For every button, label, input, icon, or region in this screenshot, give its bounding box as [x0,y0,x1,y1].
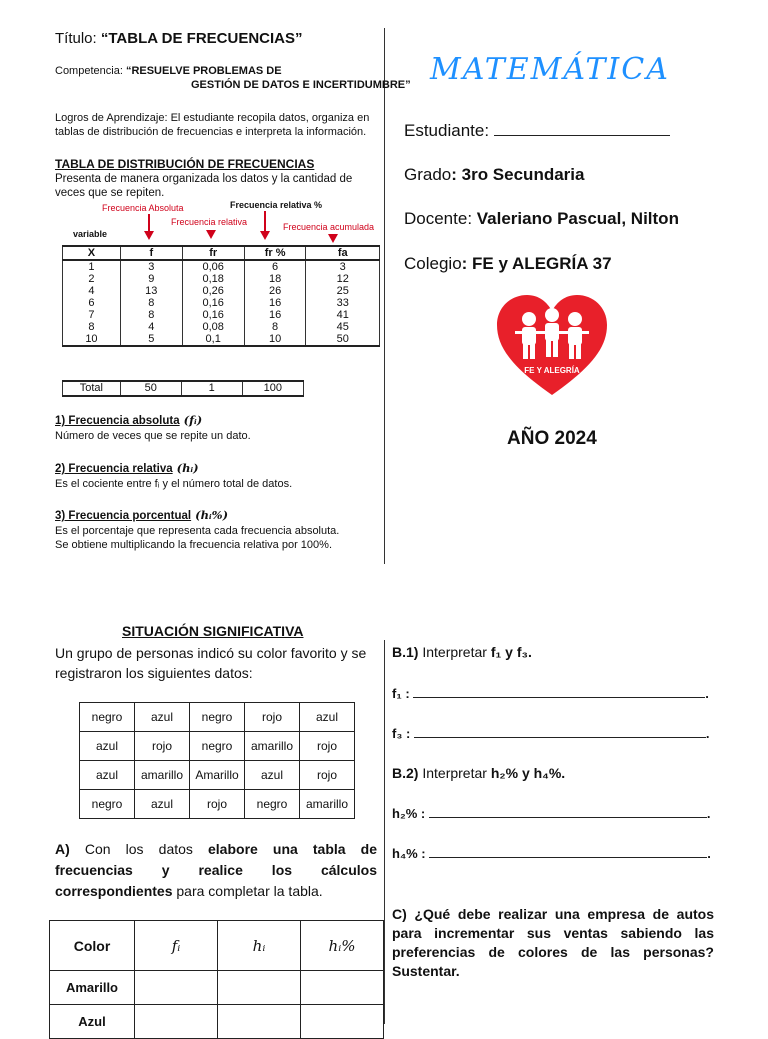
definition-text: Número de veces que se repite un dato. [55,430,251,442]
annot-relativa: Frecuencia relativa [171,217,248,227]
table-cell: 0,06 [182,260,244,273]
table-cell: 0,26 [182,285,244,297]
grado-line: Grado: 3ro Secundaria [404,165,585,184]
color-cell: Amarillo [190,761,245,790]
table-cell: 45 [306,321,380,333]
title-line: Título: “TABLA DE FRECUENCIAS” [55,30,303,47]
color-cell: negro [190,732,245,761]
colegio-line: Colegio: FE y ALEGRÍA 37 [404,254,612,273]
example-header-cell: f [120,246,182,260]
annot-variable: variable [73,229,108,239]
distribution-heading: TABLA DE DISTRIBUCIÓN DE FRECUENCIAS [55,157,315,171]
table-cell: 5 [120,333,182,346]
h2-answer: h₂% : . [392,806,711,821]
situation-intro: Un grupo de personas indicó su color favorito y se registraron los siguientes datos: [55,645,367,681]
table-row [80,703,355,732]
freq-color-cell: Azul [50,1005,135,1039]
definition-text: Es el cociente entre fᵢ y el número total de datos. [55,478,293,490]
table-cell: 6 [63,297,121,309]
table-cell: 3 [120,260,182,273]
color-cell: amarillo [245,732,300,761]
logros: Logros de Aprendizaje: El estudiante recopila datos, organiza en tablas de distribución de frecuencias e interpreta la información. [55,112,370,138]
table-row [63,273,380,285]
color-cell: rojo [245,703,300,732]
definition-text: Es el porcentaje que representa cada frecuencia absoluta. [55,525,340,537]
freq-blank-cell[interactable] [135,1005,218,1039]
example-header-cell: fa [306,246,380,260]
question-c: C) ¿Qué debe realizar una empresa de autos para incrementar sus ventas sabiendo las preferencias de colores de las personas? Sustentar. [392,906,714,979]
table-row [63,260,380,273]
table-cell: 25 [306,285,380,297]
freq-header-cell: Color [50,921,135,971]
color-cell: azul [80,761,135,790]
f1-answer: f₁ : . [392,686,709,701]
example-header-cell: fr % [244,246,306,260]
definition-title: 3) Frecuencia porcentual [55,510,192,522]
total-cell: Total [63,381,121,396]
color-cell: negro [80,790,135,819]
table-cell: 8 [244,321,306,333]
situation-heading: SITUACIÓN SIGNIFICATIVA [122,623,304,639]
color-cell: amarillo [300,790,355,819]
table-cell: 7 [63,309,121,321]
color-cell: negro [80,703,135,732]
definition-title: 2) Frecuencia relativa [55,463,173,475]
table-cell: 4 [120,321,182,333]
table-cell: 1 [63,260,121,273]
table-row [80,790,355,819]
arrow-stem [148,214,150,232]
freq-blank-cell[interactable] [135,971,218,1005]
color-cell: azul [135,790,190,819]
table-row [50,1005,384,1039]
arrow-down-icon [260,231,270,240]
freq-blank-cell[interactable] [301,971,384,1005]
annot-acumulada: Frecuencia acumulada [283,222,375,232]
logo-text: FE Y ALEGRÍA [524,366,580,375]
arrow-down-icon [206,230,216,239]
color-cell: rojo [300,732,355,761]
freq-header-cell: hᵢ% [301,921,384,971]
example-header-cell: fr [182,246,244,260]
f3-answer: f₃ : . [392,726,710,741]
table-cell: 10 [244,333,306,346]
table-cell: 33 [306,297,380,309]
example-header-cell: X [63,246,121,260]
freq-header-cell: hᵢ [218,921,301,971]
distribution-description: Presenta de manera organizada los datos y la cantidad de veces que se repiten. [55,173,353,199]
question-b2: B.2) Interpretar h₂% y h₄%. [392,765,566,781]
annot-absoluta: Frecuencia Absoluta [102,203,184,213]
table-row [63,309,380,321]
estudiante-line: Estudiante: [404,121,670,141]
freq-header-cell: fᵢ [135,921,218,971]
table-cell: 10 [63,333,121,346]
table-cell: 41 [306,309,380,321]
definition-symbol: (hᵢ) [172,461,199,475]
year: AÑO 2024 [507,428,597,449]
example-total-row [62,380,304,397]
color-cell: azul [245,761,300,790]
table-row [63,297,380,309]
f1-blank[interactable] [413,697,705,698]
table-cell: 50 [306,333,380,346]
f3-blank[interactable] [414,737,706,738]
color-cell: azul [300,703,355,732]
definition-title: 1) Frecuencia absoluta [55,415,180,427]
table-row [63,333,380,346]
docente-line: Docente: Valeriano Pascual, Nilton [404,209,679,228]
question-b1: B.1) Interpretar f₁ y f₃. [392,644,532,660]
definition-item [55,507,381,552]
table-cell: 0,16 [182,297,244,309]
arrow-stem [264,211,266,232]
table-row [50,971,384,1005]
table-row [80,732,355,761]
color-cell: negro [190,703,245,732]
table-cell: 8 [63,321,121,333]
table-cell: 8 [120,297,182,309]
table-cell: 13 [120,285,182,297]
definition-item [55,460,381,491]
table-cell: 26 [244,285,306,297]
definition-text: Se obtiene multiplicando la frecuencia relativa por 100%. [55,539,332,551]
arrow-down-icon [144,231,154,240]
table-cell: 12 [306,273,380,285]
h2-blank[interactable] [429,817,707,818]
freq-blank-cell[interactable] [218,1005,301,1039]
annot-relativa-pct: Frecuencia relativa % [230,200,323,210]
table-cell: 0,18 [182,273,244,285]
estudiante-blank[interactable] [494,135,670,136]
bottom-divider [384,640,385,1024]
total-cell: 100 [242,381,303,396]
table-cell: 16 [244,297,306,309]
table-cell: 2 [63,273,121,285]
table-cell: 18 [244,273,306,285]
table-cell: 16 [244,309,306,321]
competencia: Competencia: “RESUELVE PROBLEMAS DE GESTIÓN DE DATOS E INCERTIDUMBRE” [55,65,411,91]
freq-blank-cell[interactable] [301,1005,384,1039]
table-cell: 9 [120,273,182,285]
color-cell: amarillo [135,761,190,790]
table-cell: 8 [120,309,182,321]
color-cell: azul [80,732,135,761]
freq-blank-cell[interactable] [218,971,301,1005]
total-cell: 50 [120,381,181,396]
color-cell: azul [135,703,190,732]
table-cell: 3 [306,260,380,273]
total-cell: 1 [181,381,242,396]
table-cell: 0,08 [182,321,244,333]
fe-y-alegria-logo [495,293,609,397]
freq-color-cell: Amarillo [50,971,135,1005]
color-data-table [79,702,355,819]
table-cell: 0,1 [182,333,244,346]
arrow-down-icon [328,234,338,243]
table-cell: 0,16 [182,309,244,321]
definition-symbol: (hᵢ%) [191,508,229,522]
color-cell: rojo [135,732,190,761]
table-cell: 6 [244,260,306,273]
table-cell: 4 [63,285,121,297]
color-cell: rojo [300,761,355,790]
h4-blank[interactable] [429,857,707,858]
top-divider [384,28,385,564]
definition-symbol: (fᵢ) [179,413,203,427]
definition-item [55,412,381,443]
answer-frequency-table [49,920,384,1039]
example-frequency-table [62,245,380,347]
table-row [63,321,380,333]
table-row [63,285,380,297]
task-a: A) Con los datos elabore una tabla de frecuencias y realice los cálculos correspondientes para completar la tabla. [55,841,377,899]
color-cell: rojo [190,790,245,819]
color-cell: negro [245,790,300,819]
subject-title: MATEMÁTICA [430,52,670,87]
h4-answer: h₄% : . [392,846,711,861]
table-row [80,761,355,790]
